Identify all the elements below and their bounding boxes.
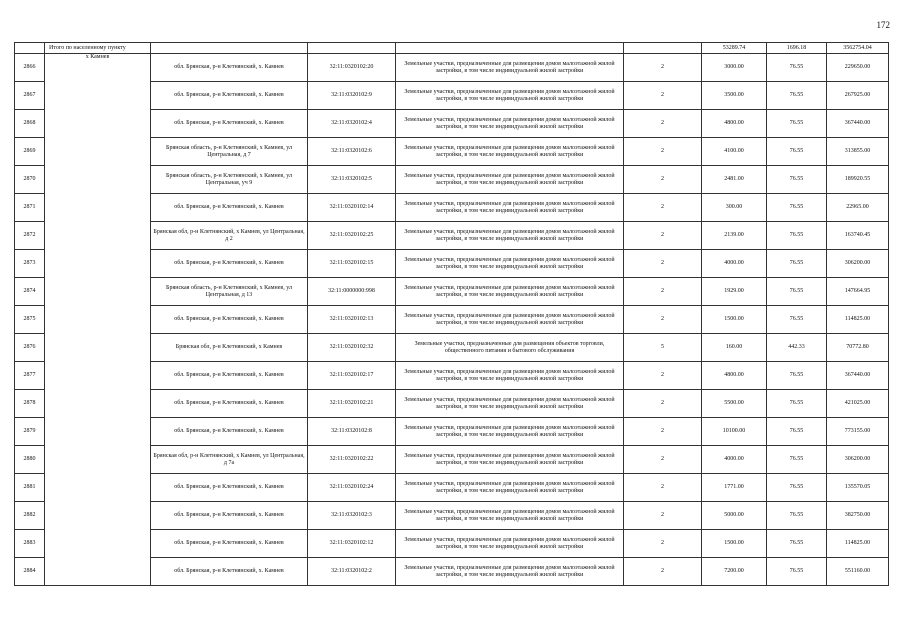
area-cell: 4800.00 — [702, 362, 767, 390]
group-cell: 2 — [624, 278, 702, 306]
land-use-purpose-cell: Земельные участки, предназначенные для размещения домов малоэтажной жилой застройки, в том числе индивидуальной жилой застройки — [396, 362, 624, 390]
cadastral-number-cell: 32:11:0320102:12 — [308, 530, 396, 558]
group-cell: 2 — [624, 222, 702, 250]
address-cell: Брянская обл, р-н Клетнянский, х Камнев — [151, 334, 308, 362]
address-cell: обл. Брянская, р-н Клетнянский, х. Камнев — [151, 82, 308, 110]
row-number: 2870 — [15, 166, 45, 194]
group-cell: 2 — [624, 446, 702, 474]
row-number: 2882 — [15, 502, 45, 530]
address-cell: обл. Брянская, р-н Клетнянский, х. Камнев — [151, 474, 308, 502]
table-row — [15, 54, 889, 82]
cadastral-value-cell: 70772.80 — [827, 334, 889, 362]
cadastral-value-cell: 114825.00 — [827, 530, 889, 558]
cadastral-value-cell: 163740.45 — [827, 222, 889, 250]
land-use-purpose-cell: Земельные участки, предназначенные для размещения домов малоэтажной жилой застройки, в том числе индивидуальной жилой застройки — [396, 390, 624, 418]
cadastral-number-cell: 32:11:0320102:2 — [308, 558, 396, 586]
land-use-purpose-cell: Земельные участки, предназначенные для размещения домов малоэтажной жилой застройки, в том числе индивидуальной жилой застройки — [396, 194, 624, 222]
row-number: 2883 — [15, 530, 45, 558]
cadastral-number-cell: 32:11:0320102:17 — [308, 362, 396, 390]
address-cell: обл. Брянская, р-н Клетнянский, х. Камнев — [151, 362, 308, 390]
address-cell: обл. Брянская, р-н Клетнянский, х. Камнев — [151, 194, 308, 222]
area-cell: 10100.00 — [702, 418, 767, 446]
specific-value-cell: 76.55 — [767, 502, 827, 530]
group-cell: 2 — [624, 194, 702, 222]
address-cell: Брянская область, р-н Клетнянский, х Камнев, ул Центральная, уч 9 — [151, 166, 308, 194]
row-number: 2884 — [15, 558, 45, 586]
cadastral-number-cell: 32:11:0320102:32 — [308, 334, 396, 362]
area-cell: 3000.00 — [702, 54, 767, 82]
area-cell: 3500.00 — [702, 82, 767, 110]
area-cell: 4000.00 — [702, 446, 767, 474]
row-number: 2873 — [15, 250, 45, 278]
area-cell: 7200.00 — [702, 558, 767, 586]
cadastral-number-cell: 32:11:0320102:15 — [308, 250, 396, 278]
land-use-purpose-cell: Земельные участки, предназначенные для размещения домов малоэтажной жилой застройки, в том числе индивидуальной жилой застройки — [396, 418, 624, 446]
locality-total-label: Итого по населенному пункту — [45, 43, 151, 54]
row-number: 2876 — [15, 334, 45, 362]
total-cadastral-cell — [308, 43, 396, 54]
land-use-purpose-cell: Земельные участки, предназначенные для размещения домов малоэтажной жилой застройки, в том числе индивидуальной жилой застройки — [396, 222, 624, 250]
specific-value-cell: 76.55 — [767, 558, 827, 586]
address-cell: обл. Брянская, р-н Клетнянский, х. Камнев — [151, 502, 308, 530]
group-cell: 2 — [624, 530, 702, 558]
cadastral-number-cell: 32:11:0000000:998 — [308, 278, 396, 306]
row-number: 2877 — [15, 362, 45, 390]
area-cell: 5000.00 — [702, 502, 767, 530]
specific-value-cell: 76.55 — [767, 82, 827, 110]
row-number: 2881 — [15, 474, 45, 502]
row-number: 2866 — [15, 54, 45, 82]
row-number: 2878 — [15, 390, 45, 418]
specific-value-cell: 76.55 — [767, 530, 827, 558]
specific-value-cell: 76.55 — [767, 166, 827, 194]
cadastral-number-cell: 32:11:0320102:4 — [308, 110, 396, 138]
group-cell: 2 — [624, 250, 702, 278]
cadastral-value-cell: 367440.00 — [827, 362, 889, 390]
total-purpose-cell — [396, 43, 624, 54]
group-cell: 2 — [624, 502, 702, 530]
cadastral-number-cell: 32:11:0320102:9 — [308, 82, 396, 110]
row-number: 2874 — [15, 278, 45, 306]
land-use-purpose-cell: Земельные участки, предназначенные для размещения домов малоэтажной жилой застройки, в том числе индивидуальной жилой застройки — [396, 446, 624, 474]
area-cell: 4800.00 — [702, 110, 767, 138]
land-use-purpose-cell: Земельные участки, предназначенные для размещения домов малоэтажной жилой застройки, в том числе индивидуальной жилой застройки — [396, 530, 624, 558]
group-cell: 5 — [624, 334, 702, 362]
area-cell: 5500.00 — [702, 390, 767, 418]
cadastral-value-cell: 306200.00 — [827, 250, 889, 278]
cadastral-number-cell: 32:11:0320102:8 — [308, 418, 396, 446]
address-cell: обл. Брянская, р-н Клетнянский, х. Камнев — [151, 306, 308, 334]
address-cell: обл. Брянская, р-н Клетнянский, х. Камнев — [151, 250, 308, 278]
cadastral-number-cell: 32:11:0320102:5 — [308, 166, 396, 194]
cadastral-value-cell: 773155.00 — [827, 418, 889, 446]
cadastral-number-cell: 32:11:0320102:21 — [308, 390, 396, 418]
address-cell: обл. Брянская, р-н Клетнянский, х. Камнев — [151, 418, 308, 446]
group-cell: 2 — [624, 54, 702, 82]
group-cell: 2 — [624, 82, 702, 110]
area-cell: 4000.00 — [702, 250, 767, 278]
row-number: 2871 — [15, 194, 45, 222]
cadastral-number-cell: 32:11:0320102:20 — [308, 54, 396, 82]
specific-value-cell: 76.55 — [767, 222, 827, 250]
land-use-purpose-cell: Земельные участки, предназначенные для размещения домов малоэтажной жилой застройки, в том числе индивидуальной жилой застройки — [396, 166, 624, 194]
cadastral-value-cell: 229650.00 — [827, 54, 889, 82]
cadastral-value-cell: 551160.00 — [827, 558, 889, 586]
specific-value-cell: 76.55 — [767, 250, 827, 278]
total-address-cell — [151, 43, 308, 54]
address-cell: обл. Брянская, р-н Клетнянский, х. Камнев — [151, 110, 308, 138]
cadastral-number-cell: 32:11:0320102:14 — [308, 194, 396, 222]
address-cell: Брянская обл, р-н Клетнянский, х Камнев, ул Центральная, д 2 — [151, 222, 308, 250]
specific-value-cell: 76.55 — [767, 446, 827, 474]
specific-value-cell: 442.33 — [767, 334, 827, 362]
address-cell: Брянская область, р-н Клетнянский, х Камнев, ул Центральная, д 7 — [151, 138, 308, 166]
group-cell: 2 — [624, 474, 702, 502]
row-number: 2869 — [15, 138, 45, 166]
specific-value-cell: 76.55 — [767, 362, 827, 390]
row-number: 2875 — [15, 306, 45, 334]
cadastral-number-cell: 32:11:0320102:22 — [308, 446, 396, 474]
row-number: 2868 — [15, 110, 45, 138]
land-use-purpose-cell: Земельные участки, предназначенные для размещения домов малоэтажной жилой застройки, в том числе индивидуальной жилой застройки — [396, 558, 624, 586]
group-cell: 2 — [624, 110, 702, 138]
cadastral-value-cell: 22965.00 — [827, 194, 889, 222]
cadastral-number-cell: 32:11:0320102:6 — [308, 138, 396, 166]
cadastral-value-cell: 306200.00 — [827, 446, 889, 474]
locality-total-row — [15, 43, 889, 54]
specific-value-cell: 76.55 — [767, 390, 827, 418]
land-use-purpose-cell: Земельные участки, предназначенные для размещения домов малоэтажной жилой застройки, в том числе индивидуальной жилой застройки — [396, 474, 624, 502]
specific-value-cell: 76.55 — [767, 194, 827, 222]
address-cell: обл. Брянская, р-н Клетнянский, х. Камнев — [151, 530, 308, 558]
land-use-purpose-cell: Земельные участки, предназначенные для размещения домов малоэтажной жилой застройки, в том числе индивидуальной жилой застройки — [396, 250, 624, 278]
cadastral-value-cell: 313855.00 — [827, 138, 889, 166]
cadastral-value-cell: 382750.00 — [827, 502, 889, 530]
cadastral-value-cell: 267925.00 — [827, 82, 889, 110]
address-cell: обл. Брянская, р-н Клетнянский, х. Камнев — [151, 54, 308, 82]
group-cell: 2 — [624, 306, 702, 334]
cadastral-value-cell: 189920.55 — [827, 166, 889, 194]
group-cell: 2 — [624, 558, 702, 586]
cadastral-value-table — [14, 42, 889, 586]
group-cell: 2 — [624, 362, 702, 390]
group-cell: 2 — [624, 418, 702, 446]
land-use-purpose-cell: Земельные участки, предназначенные для размещения домов малоэтажной жилой застройки, в том числе индивидуальной жилой застройки — [396, 82, 624, 110]
specific-value-cell: 76.55 — [767, 474, 827, 502]
land-use-purpose-cell: Земельные участки, предназначенные для размещения объектов торговли, общественного питания и бытового обслуживания — [396, 334, 624, 362]
specific-value-cell: 76.55 — [767, 418, 827, 446]
total-group-cell — [624, 43, 702, 54]
page-number: 172 — [876, 20, 890, 30]
group-cell: 2 — [624, 166, 702, 194]
specific-value-cell: 76.55 — [767, 306, 827, 334]
address-cell: обл. Брянская, р-н Клетнянский, х. Камнев — [151, 390, 308, 418]
land-use-purpose-cell: Земельные участки, предназначенные для размещения домов малоэтажной жилой застройки, в том числе индивидуальной жилой застройки — [396, 278, 624, 306]
group-cell: 2 — [624, 138, 702, 166]
specific-value-cell: 76.55 — [767, 110, 827, 138]
total-area: 53289.74 — [702, 43, 767, 54]
area-cell: 1929.00 — [702, 278, 767, 306]
cadastral-value-cell: 114825.00 — [827, 306, 889, 334]
cadastral-number-cell: 32:11:0320102:25 — [308, 222, 396, 250]
specific-value-cell: 76.55 — [767, 278, 827, 306]
cadastral-number-cell: 32:11:0320102:3 — [308, 502, 396, 530]
area-cell: 300.00 — [702, 194, 767, 222]
cadastral-value-cell: 147664.95 — [827, 278, 889, 306]
land-use-purpose-cell: Земельные участки, предназначенные для размещения домов малоэтажной жилой застройки, в том числе индивидуальной жилой застройки — [396, 502, 624, 530]
total-value: 3562754.04 — [827, 43, 889, 54]
area-cell: 160.00 — [702, 334, 767, 362]
locality-name: х Камнев — [45, 54, 151, 586]
average-value: 1696.18 — [767, 43, 827, 54]
area-cell: 4100.00 — [702, 138, 767, 166]
land-use-purpose-cell: Земельные участки, предназначенные для размещения домов малоэтажной жилой застройки, в том числе индивидуальной жилой застройки — [396, 138, 624, 166]
land-use-purpose-cell: Земельные участки, предназначенные для размещения домов малоэтажной жилой застройки, в том числе индивидуальной жилой застройки — [396, 306, 624, 334]
address-cell: Брянская обл, р-н Клетнянский, х Камнев, ул Центральная, д 7а — [151, 446, 308, 474]
total-no-cell — [15, 43, 45, 54]
cadastral-number-cell: 32:11:0320102:13 — [308, 306, 396, 334]
cadastral-number-cell: 32:11:0320102:24 — [308, 474, 396, 502]
specific-value-cell: 76.55 — [767, 138, 827, 166]
area-cell: 1500.00 — [702, 530, 767, 558]
area-cell: 1771.00 — [702, 474, 767, 502]
land-use-purpose-cell: Земельные участки, предназначенные для размещения домов малоэтажной жилой застройки, в том числе индивидуальной жилой застройки — [396, 54, 624, 82]
row-number: 2867 — [15, 82, 45, 110]
specific-value-cell: 76.55 — [767, 54, 827, 82]
cadastral-value-cell: 367440.00 — [827, 110, 889, 138]
land-use-purpose-cell: Земельные участки, предназначенные для размещения домов малоэтажной жилой застройки, в том числе индивидуальной жилой застройки — [396, 110, 624, 138]
cadastral-value-cell: 421025.00 — [827, 390, 889, 418]
address-cell: обл. Брянская, р-н Клетнянский, х. Камнев — [151, 558, 308, 586]
group-cell: 2 — [624, 390, 702, 418]
area-cell: 1500.00 — [702, 306, 767, 334]
row-number: 2880 — [15, 446, 45, 474]
cadastral-value-cell: 135570.05 — [827, 474, 889, 502]
address-cell: Брянская область, р-н Клетнянский, х Камнев, ул Центральная, д 13 — [151, 278, 308, 306]
row-number: 2872 — [15, 222, 45, 250]
area-cell: 2139.00 — [702, 222, 767, 250]
area-cell: 2481.00 — [702, 166, 767, 194]
row-number: 2879 — [15, 418, 45, 446]
